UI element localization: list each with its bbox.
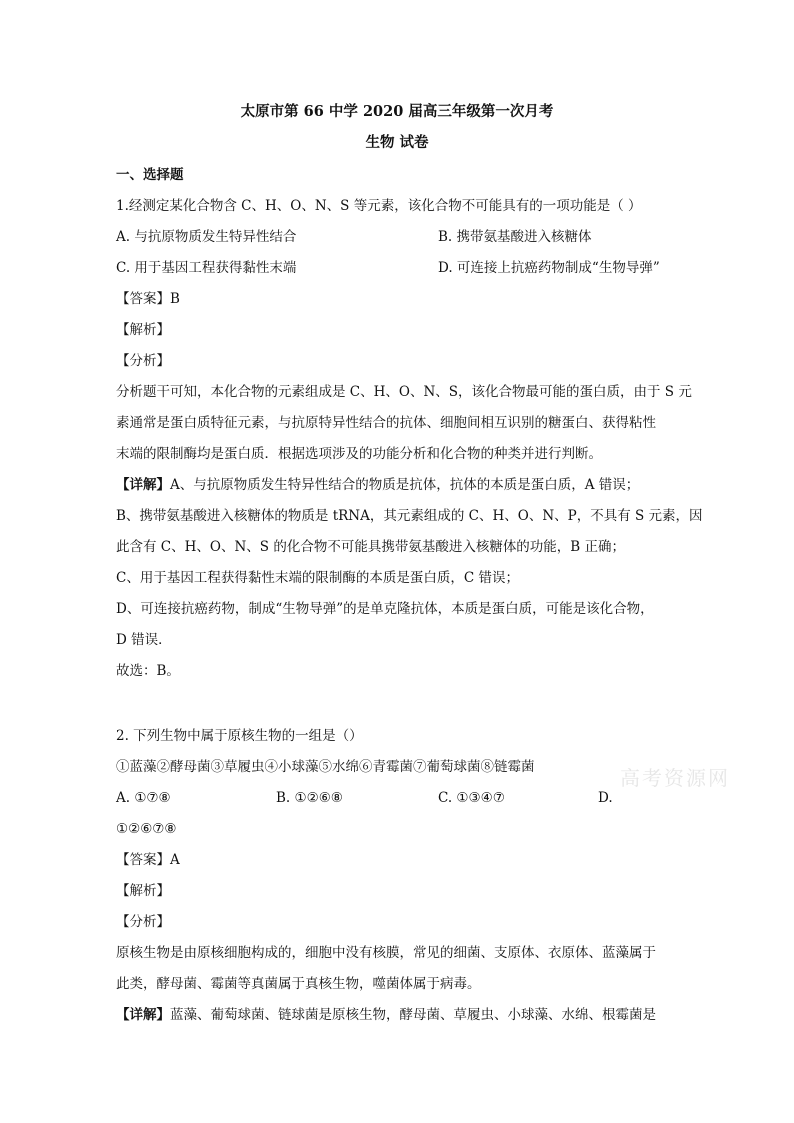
q1-detail-line: D、可连接抗癌药物，制成“生物导弹”的是单克隆抗体，本质是蛋白质，可能是该化合物， [116,601,654,617]
question-2-stem: 2. 下列生物中属于原核生物的一组是（） [116,728,363,744]
q1-jiexi-heading: 【解析】 [116,322,170,338]
q2-analysis-line: 此类，酵母菌、霉菌等真菌属于真核生物，噬菌体属于病毒。 [116,976,481,992]
q1-analysis-line: 分析题干可知，本化合物的元素组成是 C、H、O、N、S，该化合物最可能的蛋白质，由于 S 元 [116,384,692,400]
q2-option-a: A. ①⑦⑧ [116,790,171,806]
q1-option-c: C. 用于基因工程获得黏性末端 [116,260,297,276]
q1-detail-line: B、携带氨基酸进入核糖体的物质是 tRNA，其元素组成的 C、H、O、N、P，不具有 S 元素，因 [116,508,703,524]
watermark: 高考资源网 [620,766,730,790]
q2-analysis-line: 原核生物是由原核细胞构成的，细胞中没有核膜，常见的细菌、支原体、衣原体、蓝藻属于 [116,945,656,961]
q1-detail-line: D 错误． [116,632,172,648]
q2-option-c: C. ①③④⑦ [438,790,505,806]
question-1-stem: 1.经测定某化合物含 C、H、O、N、S 等元素，该化合物不可能具有的一项功能是（ ） [116,198,642,214]
q2-option-b: B. ①②⑥⑧ [276,790,343,806]
section-heading: 一、选择题 [116,167,184,183]
q1-analysis-line: 末端的限制酶均是蛋白质．根据选项涉及的功能分析和化合物的种类并进行判断。 [116,446,602,462]
q1-detail-line: C、用于基因工程获得黏性末端的限制酶的本质是蛋白质，C 错误； [116,570,519,586]
q1-analysis-line: 素通常是蛋白质特征元素，与抗原特异性结合的抗体、细胞间相互识别的糖蛋白、获得粘性 [116,415,656,431]
q2-fenxi-heading: 【分析】 [116,914,170,930]
q1-conclusion: 故选：B。 [116,663,180,679]
exam-title: 太原市第 66 中学 2020 届高三年级第一次月考 [240,103,554,120]
q1-detail-first-text: A、与抗原物质发生特异性结合的物质是抗体，抗体的本质是蛋白质，A 错误； [170,477,640,493]
q2-option-d-value: ①②⑥⑦⑧ [116,821,177,837]
q2-detail-first-line [116,1004,682,1026]
q1-detail-line: 此含有 C、H、O、N、S 的化合物不可能具携带氨基酸进入核糖体的功能，B 正确； [116,539,626,555]
q1-option-b: B. 携带氨基酸进入核糖体 [438,229,592,245]
q2-answer: 【答案】A [116,852,180,868]
q1-answer: 【答案】B [116,291,180,307]
q1-option-d: D. 可连接上抗癌药物制成“生物导弹” [438,260,660,276]
q1-option-a: A. 与抗原物质发生特异性结合 [116,229,297,245]
q2-detail-tag: 【详解】 [116,1007,170,1023]
q2-items: ①蓝藻②酵母菌③草履虫④小球藻⑤水绵⑥青霉菌⑦葡萄球菌⑧链霉菌 [116,759,535,775]
exam-subtitle: 生物 试卷 [365,134,429,151]
q2-option-d-label: D. [598,790,613,806]
q1-fenxi-heading: 【分析】 [116,353,170,369]
q2-jiexi-heading: 【解析】 [116,883,170,899]
q1-detail-first-line [116,474,682,496]
q2-detail-first-text: 蓝藻、葡萄球菌、链球菌是原核生物，酵母菌、草履虫、小球藻、水绵、根霉菌是 [170,1007,656,1023]
q1-detail-tag: 【详解】 [116,477,170,493]
